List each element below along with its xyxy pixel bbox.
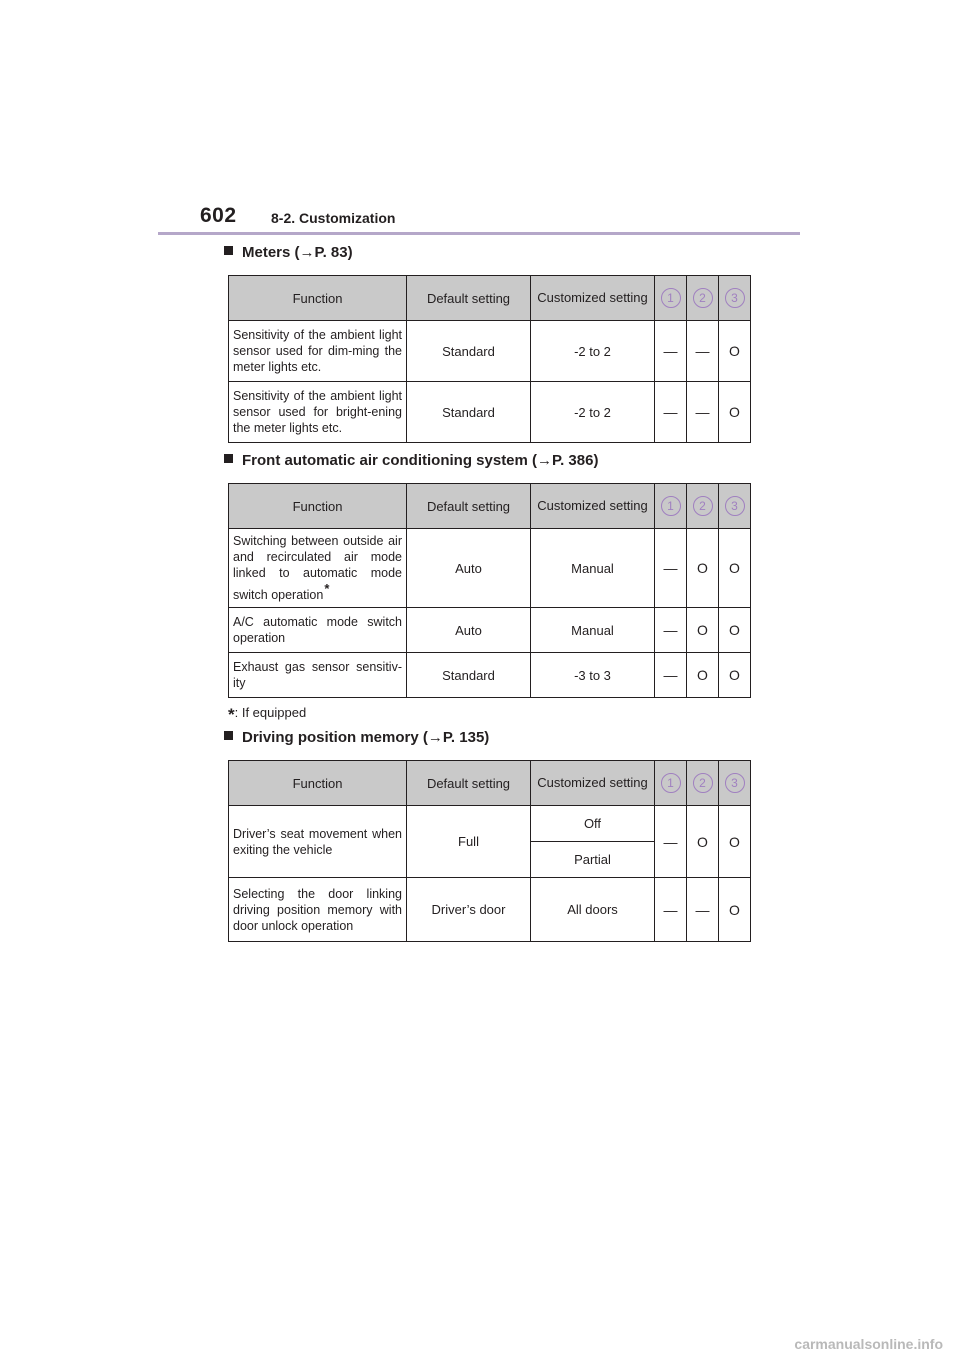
col1-cell: —: [655, 608, 687, 653]
col3-cell: O: [719, 321, 751, 382]
col-customized: Customized setting: [531, 484, 655, 529]
footnote-mark: *: [324, 581, 330, 596]
col-customized: Customized setting: [531, 761, 655, 806]
default-cell: Driver’s door: [407, 878, 531, 942]
col-function: Function: [229, 276, 407, 321]
col-default: Default setting: [407, 484, 531, 529]
table-header-row: [229, 484, 751, 529]
col2-cell: O: [687, 529, 719, 608]
circle-2-icon: 2: [693, 496, 713, 516]
col3-cell: O: [719, 608, 751, 653]
col3-cell: O: [719, 878, 751, 942]
col-default: Default setting: [407, 276, 531, 321]
col-1: [655, 761, 687, 806]
bullet-square-icon: [224, 246, 233, 255]
circle-2-icon: 2: [693, 288, 713, 308]
function-text: Switching between outside air and recirculated air mode linked to automatic mode switch operation: [233, 534, 402, 602]
table-row: [229, 608, 751, 653]
col1-cell: —: [655, 878, 687, 942]
bullet-square-icon: [224, 731, 233, 740]
col2-cell: O: [687, 608, 719, 653]
default-cell: Standard: [407, 321, 531, 382]
col2-cell: —: [687, 878, 719, 942]
function-cell: A/C automatic mode switch operation: [229, 608, 407, 653]
footnote-star: *: [228, 705, 235, 724]
col-default: Default setting: [407, 761, 531, 806]
circle-1-icon: 1: [661, 773, 681, 793]
col1-cell: —: [655, 382, 687, 443]
table-header-row: [229, 761, 751, 806]
col3-cell: O: [719, 806, 751, 878]
col-3: [719, 276, 751, 321]
customized-cell: Partial: [531, 842, 655, 878]
customized-cell: -2 to 2: [531, 382, 655, 443]
col-2: [687, 761, 719, 806]
function-cell: [229, 529, 407, 608]
heading-text: Driving position memory (→P. 135): [242, 729, 490, 746]
default-cell: Standard: [407, 382, 531, 443]
col-3: [719, 761, 751, 806]
heading-meters: [224, 244, 353, 261]
heading-driving-position-memory: [224, 729, 489, 746]
circle-3-icon: 3: [725, 288, 745, 308]
table-header-row: [229, 276, 751, 321]
table-row: [229, 878, 751, 942]
circle-1-icon: 1: [661, 496, 681, 516]
col2-cell: —: [687, 321, 719, 382]
col-1: [655, 276, 687, 321]
default-cell: Standard: [407, 653, 531, 698]
footnote-text: : If equipped: [234, 705, 307, 720]
table-row: [229, 806, 751, 842]
col3-cell: O: [719, 382, 751, 443]
col-3: [719, 484, 751, 529]
col1-cell: —: [655, 806, 687, 878]
col-2: [687, 276, 719, 321]
circle-2-icon: 2: [693, 773, 713, 793]
air-conditioning-table: [228, 483, 751, 698]
function-cell: Sensitivity of the ambient light sensor used for bright-ening the meter lights etc.: [229, 382, 407, 443]
col2-cell: O: [687, 806, 719, 878]
col1-cell: —: [655, 653, 687, 698]
col-2: [687, 484, 719, 529]
col2-cell: O: [687, 653, 719, 698]
col3-cell: O: [719, 529, 751, 608]
col1-cell: —: [655, 529, 687, 608]
heading-text: Meters (→P. 83): [242, 244, 353, 261]
heading-air-conditioning: [224, 452, 598, 469]
header-rule: [158, 232, 800, 235]
customized-cell: -3 to 3: [531, 653, 655, 698]
table-row: [229, 382, 751, 443]
watermark: carmanualsonline.info: [794, 1336, 943, 1352]
meters-table: [228, 275, 751, 443]
default-cell: Auto: [407, 608, 531, 653]
col2-cell: —: [687, 382, 719, 443]
heading-text: Front automatic air conditioning system (→P. 386): [242, 452, 599, 469]
col1-cell: —: [655, 321, 687, 382]
circle-3-icon: 3: [725, 496, 745, 516]
page-number: 602: [200, 204, 237, 227]
default-cell: Full: [407, 806, 531, 878]
function-cell: Driver’s seat movement when exiting the vehicle: [229, 806, 407, 878]
col3-cell: O: [719, 653, 751, 698]
circle-1-icon: 1: [661, 288, 681, 308]
table-row: [229, 529, 751, 608]
function-cell: Exhaust gas sensor sensitiv-ity: [229, 653, 407, 698]
col-customized: Customized setting: [531, 276, 655, 321]
col-function: Function: [229, 484, 407, 529]
function-cell: Sensitivity of the ambient light sensor used for dim-ming the meter lights etc.: [229, 321, 407, 382]
customized-cell: Off: [531, 806, 655, 842]
customized-cell: Manual: [531, 608, 655, 653]
function-cell: Selecting the door linking driving position memory with door unlock operation: [229, 878, 407, 942]
table-row: [229, 653, 751, 698]
bullet-square-icon: [224, 454, 233, 463]
customized-cell: -2 to 2: [531, 321, 655, 382]
customized-cell: Manual: [531, 529, 655, 608]
col-function: Function: [229, 761, 407, 806]
default-cell: Auto: [407, 529, 531, 608]
page-header: [200, 204, 237, 228]
footnote: [228, 705, 306, 725]
customized-cell: All doors: [531, 878, 655, 942]
table-row: [229, 321, 751, 382]
circle-3-icon: 3: [725, 773, 745, 793]
driving-position-table: [228, 760, 751, 942]
col-1: [655, 484, 687, 529]
section-title: 8-2. Customization: [271, 210, 396, 226]
